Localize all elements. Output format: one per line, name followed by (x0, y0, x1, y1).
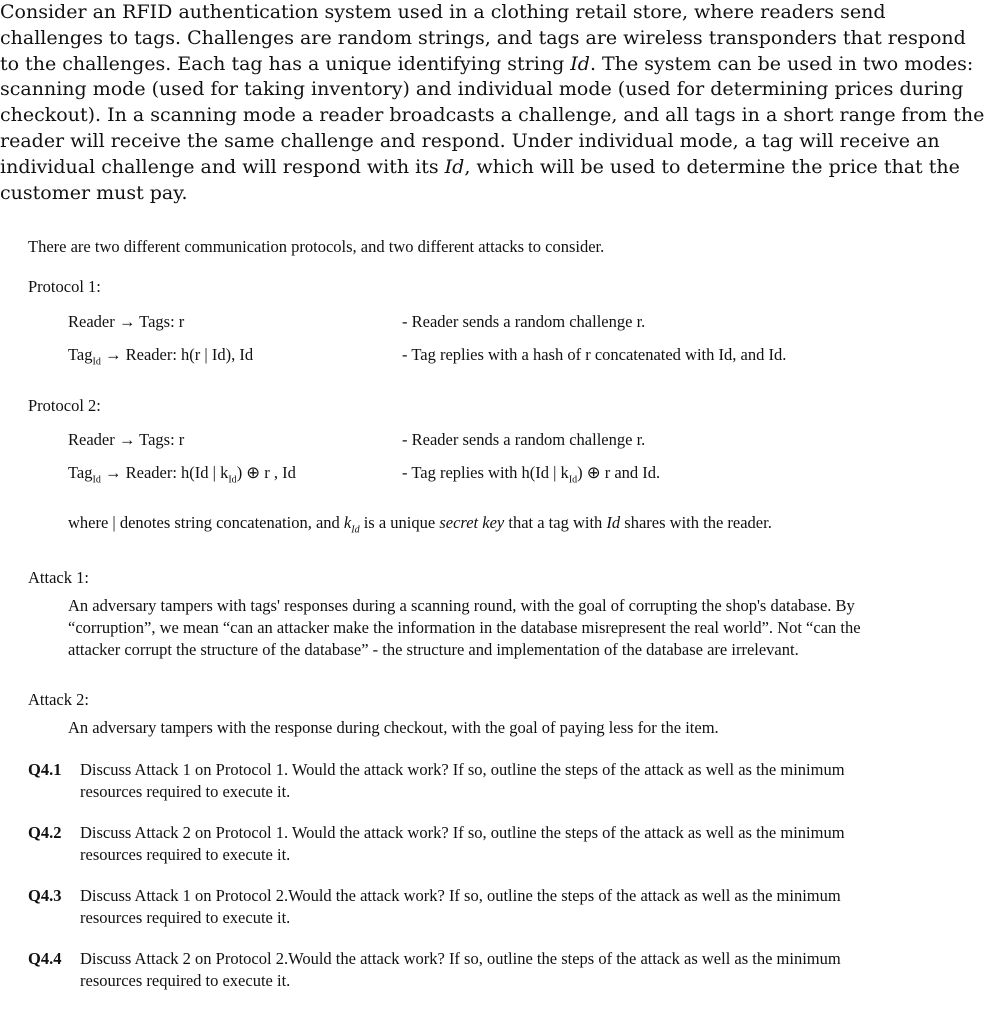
protocol-2-step-2-mid: → Reader: h(Id | k (100, 463, 229, 483)
protocol-2-lines (28, 429, 988, 541)
intro-id-term: Id (570, 52, 590, 75)
where-mid2: that a tag with (504, 512, 607, 532)
question-number: Q4.3 (28, 885, 62, 905)
intro-part-1: Consider an RFID authentication system used in a clothing retail store, where readers send challenges to tags. Challenges are random strings, and tags are wireless transponders that respond to the challenges. Each tag has a unique identifying string (0, 1, 966, 75)
protocol-1-line-2 (68, 344, 988, 373)
attack-2-title: Attack 2: (28, 689, 89, 709)
desc-post: ) ⊕ r and Id. (577, 463, 661, 483)
intro-part-2: . The system can be used in two modes: scanning mode (used for taking inventory) and individual mode (used for determining prices during checkout). In a scanning mode a reader broadcasts a challenge, and all tags in a short range from the reader will receive the same challenge and respond. Under individual mode, a tag will receive an individual challenge and will respond with its (0, 52, 985, 178)
question-item (28, 885, 896, 929)
question-text: Discuss Attack 1 on Protocol 1. Would the attack work? If so, outline the steps of the attack as well as the minimum resources required to execute it. (80, 759, 845, 801)
protocol-1-step-2-rest: → Reader: h(r | Id), Id (100, 345, 254, 364)
question-text: Discuss Attack 1 on Protocol 2.Would the attack work? If so, outline the steps of the attack as well as the minimum resources required to execute it. (80, 885, 841, 927)
key-subscript: Id (228, 474, 237, 486)
question-text: Discuss Attack 2 on Protocol 1. Would the attack work? If so, outline the steps of the attack as well as the minimum resources required to execute it. (80, 822, 845, 864)
question-list (28, 759, 896, 992)
desc-subscript: Id (568, 474, 578, 486)
protocol-2-step-2-rest: ) ⊕ r , Id (236, 463, 296, 483)
protocol-2-line-1 (68, 429, 988, 451)
intro-part-3: , which will be used to determine the price that the customer must pay. (0, 155, 960, 204)
protocol-1-step-2-desc: - Tag replies with a hash of r concatenated with Id, and Id. (402, 345, 787, 364)
where-note (68, 512, 888, 541)
where-id: Id (606, 512, 621, 532)
tag-label: Tag (68, 345, 93, 364)
protocol-2-step-1: Reader → Tags: r (68, 430, 185, 450)
overview-text: There are two different communication protocols, and two different attacks to consider. (28, 237, 605, 256)
protocol-2-step-2 (68, 462, 402, 491)
intro-paragraph (0, 0, 990, 206)
question-number: Q4.4 (28, 948, 62, 968)
where-k-subscript: Id (351, 523, 360, 535)
question-item (28, 948, 896, 992)
attack-1-text: An adversary tampers with tags' responses during a scanning round, with the goal of corrupting the shop's database. By “corruption”, we mean “can an attacker make the information in the database misrepresent the real world”. Not “can the attacker corrupt the structure of the database” - the structure and implementation of the database are irrelevant. (68, 595, 861, 659)
where-pre: where | denotes string concatenation, and (68, 512, 344, 532)
where-secret-key: secret key (439, 512, 505, 532)
protocol-2-step-1-desc: - Reader sends a random challenge r. (402, 430, 646, 450)
protocol-2-step-2-desc (402, 462, 660, 491)
question-text: Discuss Attack 2 on Protocol 2.Would the attack work? If so, outline the steps of the attack as well as the minimum resources required to execute it. (80, 948, 841, 990)
attack-1-title: Attack 1: (28, 567, 89, 587)
protocol-1-step-2 (68, 344, 402, 373)
intro-id-term-2: Id (444, 155, 465, 178)
question-item (28, 759, 896, 803)
protocol-1-line-1 (68, 311, 988, 333)
tag-subscript: Id (92, 474, 101, 486)
where-post: shares with the reader. (620, 512, 772, 532)
intro-text (0, 0, 990, 206)
protocol-2-title: Protocol 2: (28, 396, 101, 416)
question-number: Q4.2 (28, 822, 62, 842)
question-item (28, 822, 896, 866)
protocol-1-step-1-desc: - Reader sends a random challenge r. (402, 312, 646, 331)
protocol-1-title: Protocol 1: (28, 277, 101, 296)
protocol-1-lines (28, 311, 988, 373)
where-k: k (343, 512, 352, 532)
desc-pre: - Tag replies with h(Id | k (402, 463, 569, 483)
tag-subscript: Id (92, 356, 101, 368)
tag-label: Tag (68, 463, 93, 483)
protocol-2-line-2 (68, 462, 988, 491)
attack-2-text: An adversary tampers with the response during checkout, with the goal of paying less for the item. (68, 717, 719, 737)
question-number: Q4.1 (28, 759, 62, 779)
where-mid: is a unique (359, 512, 440, 532)
problem-body (28, 236, 988, 992)
protocol-1-step-1: Reader → Tags: r (68, 312, 185, 331)
